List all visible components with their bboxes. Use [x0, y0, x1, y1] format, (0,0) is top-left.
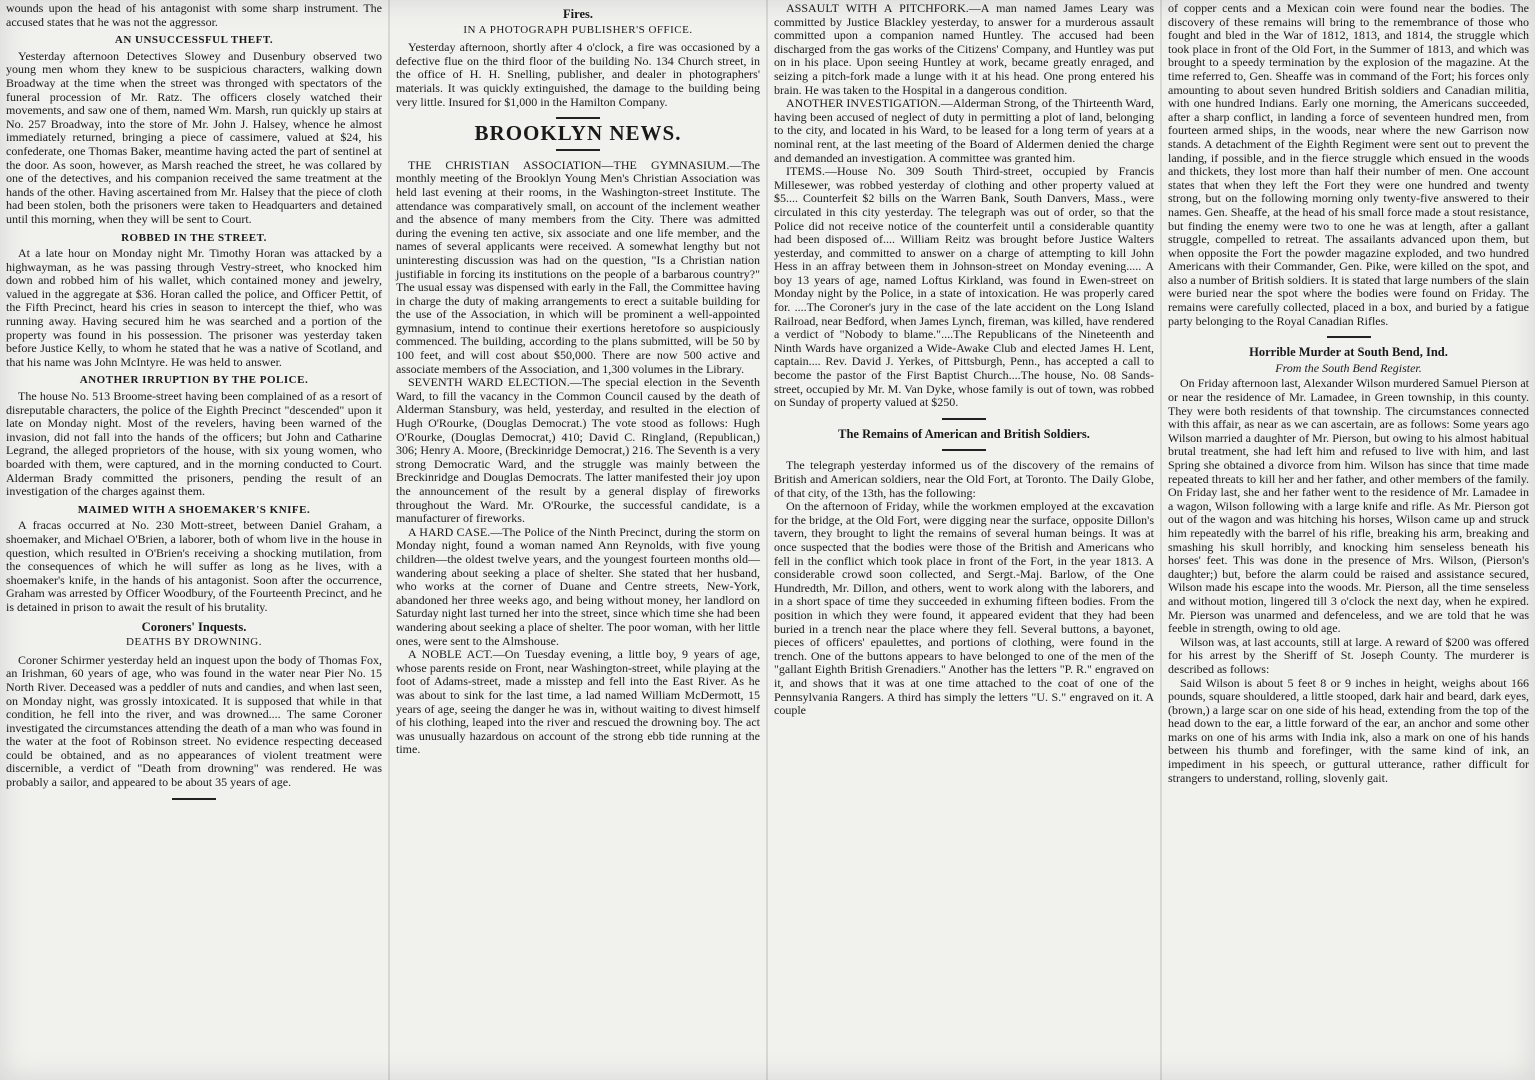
column-3 [768, 0, 1160, 1080]
section-heading: The Remains of American and British Soldiers. [838, 426, 1090, 441]
column-1 [0, 0, 388, 1080]
section-heading: Horrible Murder at South Bend, Ind. [1249, 345, 1448, 360]
column-rule [942, 418, 986, 420]
article-heading: ROBBED IN THE STREET. [121, 231, 267, 244]
article-paragraph: A HARD CASE.—The Police of the Ninth Precinct, during the storm on Monday night, found a woman named Ann Reynolds, with five young children—the oldest twelve years, and the youngest fourteen months old—wandering about seeking a place of shelter. She stated that her husband, who works at the corner of Duane and Centre streets, New-York, abandoned her three weeks ago, and being without money, her landlord on Saturday night last turned her into the street, since which time she had been wandering about seeking a place of shelter. The poor woman, with her little ones, were sent to the Almshouse. [396, 524, 760, 648]
article-paragraph: Yesterday afternoon Detectives Slowey and Dusenbury observed two young men whom they knew to be suspicious characters, walking down Broadway at the time when the street was thronged with spectators of the funeral procession of Mr. Ratz. The officers closely watched their movements, and saw one of them, named Wm. Marsh, run quickly up stairs at No. 257 Broadway, into the store of Mr. John J. Halsey, whence he almost immediately returned, bringing a piece of cassimere, valued at $24, his confederate, one Thomas Baker, meantime having acted the part of sentinel at the door. As soon, however, as Marsh reached the street, he was collared by one of the detectives, and his companion received the same treatment at the hands of the other. Having ascertained from Mr. Halsey that the piece of cloth had been stolen, both the prisoners were taken to Headquarters and detained until this morning, when they will be sent to Court. [6, 48, 382, 226]
article-paragraph: of copper cents and a Mexican coin were found near the bodies. The discovery of these remains will bring to the remembrance of those who fought and bled in the War of 1812, 1813, and 1814, the struggle which took place in front of the Old Fort, in the Summer of 1813, and which was brought to a speedy termination by the explosion of the magazine. At the time referred to, Gen. Sheaffe was in command of the Fort; his forces only amounting to about seven hundred British soldiers and Canadian militia, with one hundred Indians. Early one morning, the Americans succeeded, after a sharp conflict, in landing a force of seventeen hundred men, from fourteen armed ships, in the woods, near where the new Garrison now stands. A detachment of the Eighth Regiment were sent out to prevent the landing, if possible, and in the fierce struggle which ensued in the woods and thickets, they lost more than half their number of men. One account states that when they left the Fort they were one hundred and twenty strong, but on the following morning only twenty-five answered to their names. Gen. Sheaffe, at the head of his small force made a stout resistance, but finding the enemy were two to one he was at length, after a gallant struggle, compelled to retreat. The assailants advanced upon them, but when opposite the Fort the powder magazine exploded, and two hundred Americans with their Commander, Gen. Pike, were killed on the spot, and also a number of British soldiers. It is stated that large numbers of the slain were buried near the spot where the bodies were found on Friday. The remains were carefully collected, placed in a box, and buried by a fatigue party belonging to the Royal Canadian Rifles. [1168, 1, 1529, 328]
column-rule [556, 117, 600, 119]
article-paragraph: Said Wilson is about 5 feet 8 or 9 inches in height, weighs about 166 pounds, square shouldered, a little stooped, dark hair and beard, dark eyes, (brown,) a large scar on one side of his head, extending from the top of the head down to the ear, a little forward of the ear, an anchor and some other marks on one of his arms with India ink, also a mark on one of his hands between his thumb and forefinger, with the same kind of ink, an impediment in his speech, or guttural utterance, rather difficult for strangers to understand, rolling, slovenly gait. [1168, 675, 1529, 785]
column-rule [172, 798, 216, 800]
column-2 [390, 0, 766, 1080]
section-source: From the South Bend Register. [1275, 360, 1422, 375]
article-heading: MAIMED WITH A SHOEMAKER'S KNIFE. [77, 503, 311, 516]
article-paragraph: A fracas occurred at No. 230 Mott-street, between Daniel Graham, a shoemaker, and Michael O'Brien, a laborer, both of whom live in the house in question, which resulted in O'Brien's receiving a shocking mutilation, from the consequences of which he will suffer as long as he lives, with a shoemaker's knife, in the hands of his antagonist. Soon after the occurrence, Graham was arrested by Officer Woodbury, of the Fourteenth Precinct, and he is detained in prison to await the result of his brutality. [6, 518, 382, 614]
article-paragraph: THE CHRISTIAN ASSOCIATION—THE GYMNASIUM.—The monthly meeting of the Brooklyn Young Men's Christian Association was held last evening at their rooms, in the Washington-street Institute. The attendance was comparatively small, on account of the inclement weather and the absence of many members from the City. There was admitted during the evening ten active, six associate and one life member, and the names of several applicants were received. A somewhat lengthy but not uninteresting discussion was had on the question, "Is a Christian nation justifiable in forcing its institutions on the people of a barbarous country?" The usual essay was dispensed with early in the Fall, the Committee having in charge the duty of making arrangements to erect a suitable building for the use of the Association, in which will be prominent a well-appointed gymnasium, intend to continue their exertions heretofore so auspiciously commenced. The building, according to the plans submitted, will be 50 by 100 feet, and will cost about $50,000. There are now 500 active and associate members of the Association, and 1,300 volumes in the Library. [396, 157, 760, 376]
section-masthead: BROOKLYN NEWS. [474, 121, 682, 146]
section-subheading: DEATHS BY DROWNING. [126, 636, 262, 649]
article-paragraph: wounds upon the head of his antagonist with some sharp instrument. The accused states that he was not the aggressor. [6, 1, 382, 29]
article-paragraph: Yesterday afternoon, shortly after 4 o'clock, a fire was occasioned by a defective flue on the third floor of the building No. 134 Church street, in the office of H. H. Snelling, publisher, and dealer in photographers' materials. It was quickly extinguished, the damage to the building being very little. Insured for $1,000 in the Hamilton Company. [396, 40, 760, 109]
section-heading: Fires. [563, 7, 593, 21]
article-paragraph: On the afternoon of Friday, while the workmen employed at the excavation for the bridge, at the Old Fort, were digging near the surface, opposite Dillon's tavern, they brought to light the remains of several human beings. It was at once suspected that the bodies were those of the British and Americans who fell in the conflict which took place in front of the Fort, in the year 1813. A considerable crowd soon collected, and Sergt.-Maj. Barlow, of the One Hundredth, Mr. Dillon, and others, went to work along with the laborers, and in a short space of time they succeeded in exhuming fifteen bodies. From the position in which they were found, it appeared evident that they had been buried in a trench near the place where they fell. Several buttons, a bayonet, pieces of officers' epaulettes, and portions of clothing, were found in the trench. One of the buttons appears to have belonged to one of the men of the "gallant Eighth British Grenadiers." Another has the letters "P. R." engraved on it, and shows that it was at one time attached to the coat of one of the Pennsylvania Rangers. A third has simply the letters "U. S." engraved on it. A couple [774, 499, 1154, 718]
article-paragraph: On Friday afternoon last, Alexander Wilson murdered Samuel Pierson at or near the residence of Mr. Lamadee, in Green township, in this county. They were both residents of that township. The circumstances connected with this affair, as near as we can ascertain, are as follows: Some years ago Wilson married a daughter of Mr. Pierson, but owing to his almost habitual brutal treatment, she had left him and refused to live with him, and last Spring she obtained a divorce from him. Wilson has since that time made repeated threats to kill her and her father, and other members of the family. On Friday last, she and her father went to the residence of Mr. Lamadee in a wagon, Wilson following with a large knife and rifle. As Mr. Pierson got out of the wagon and was hitching his horses, Wilson came up and struck him repeatedly with the barrel of his rifle, breaking his arm, breaking and smashing his skull horribly, and knocking him senseless beneath his horses' feet. This was done in the presence of Mrs. Wilson, (Pierson's daughter;) but, before the alarm could be raised and assistance secured, Wilson made his escape into the woods. Mr. Pierson, all the time senseless and without motion, lingered till 3 o'clock the next day, when he expired. Mr. Pierson was unarmed and defenceless, and we are told that he was feeble in strength, owing to old age. [1168, 376, 1529, 636]
article-heading: ANOTHER IRRUPTION BY THE POLICE. [79, 374, 309, 387]
section-subheading: IN A PHOTOGRAPH PUBLISHER'S OFFICE. [463, 23, 693, 36]
article-paragraph: SEVENTH WARD ELECTION.—The special election in the Seventh Ward, to fill the vacancy in the Common Council caused by the death of Alderman Stansbury, was held, yesterday, and resulted in the election of Hugh O'Rourke, (Douglas Democrat.) The vote stood as follows: Hugh O'Rourke, (Douglas Democrat,) 410; David C. Ringland, (Republican,) 306; Henry A. Moore, (Breckinridge Democrat,) 216. The Seventh is a very strong Democratic Ward, and the struggle was mainly between the Breckinridge and Douglas Democrats. The latter manifested their joy upon the announcement of the result by a general display of fireworks throughout the Ward. Mr. O'Rourke, the successful candidate, is a manufacturer of fireworks. [396, 375, 761, 526]
article-paragraph: ITEMS.—House No. 309 South Third-street, occupied by Francis Millesewer, was robbed yesterday of clothing and other property valued at $5.... Counterfeit $2 bills on the Warren Bank, South Danvers, Mass., were circulated in this city yesterday. The telegraph was out of order, so that the Police did not receive notice of the counterfeit until a considerable quantity had been disposed of.... William Reitz was brought before Justice Walters yesterday, and committed to answer on a charge of attempting to kill John Hess in an affray between them in Johnson-street on Monday evening..... A boy 13 years of age, named Loftus Kirkland, was found in Ewen-street on Monday night by the Police, in a state of intoxication. He was properly cared for. ....The Coroner's jury in the case of the late accident on the Long Island Railroad, near Bedford, when James Lynch, fireman, was killed, have rendered a verdict of "Nobody to blame."....The Republicans of the Nineteenth and Ninth Wards have organized a Wide-Awake Club and elected James H. Lent, captain.... Rev. David J. Yerkes, of Pittsburgh, Penn., has accepted a call to become the pastor of the First Baptist Church....The house, No. 08 Sands-street, occupied by Mr. M. Van Dyke, whose family is out of town, was robbed on Sunday of property valued at $250. [774, 164, 1154, 410]
article-paragraph: ANOTHER INVESTIGATION.—Alderman Strong, of the Thirteenth Ward, having been accused of neglect of duty in permitting a plot of land, belonging to the city, and located in his Ward, to be leased for a long term of years at a nominal rent, at the last meeting of the Board of Aldermen denied the charge and demanded an investigation. A committee was granted him. [774, 96, 1154, 165]
column-4 [1162, 0, 1535, 1080]
column-rule [1327, 336, 1371, 338]
column-rule [556, 149, 600, 151]
article-paragraph: The telegraph yesterday informed us of the discovery of the remains of British and American soldiers, near the Old Fort, at Toronto. The Daily Globe, of that city, of the 13th, has the following: [774, 458, 1154, 500]
article-paragraph: The house No. 513 Broome-street having been complained of as a resort of disreputable characters, the police of the Eighth Precinct "descended" upon it late on Monday night. Most of the revelers, having been warned of the invasion, did not fall into the hands of the officers; but John and Catharine Legrand, the alleged proprietors of the house, with six young women, who boarded with them, were captured, and in the morning conducted to Court. Alderman Brady committed the prisoners, pending the result of an investigation of the charges against them. [6, 389, 382, 499]
article-paragraph: Wilson was, at last accounts, still at large. A reward of $200 was offered for his arrest by the Sheriff of St. Joseph County. The murderer is described as follows: [1168, 634, 1529, 676]
article-paragraph: A NOBLE ACT.—On Tuesday evening, a little boy, 9 years of age, whose parents reside on Front, near Washington-street, while playing at the foot of Adams-street, made a misstep and fell into the East River. As he was about to sink for the last time, a lad named William McDermott, 15 years of age, seeing the danger he was in, without waiting to divest himself of his clothing, leaped into the river and rescued the drowning boy. The act was unusually hazardous on account of the strong ebb tide running at the time. [396, 647, 760, 757]
article-paragraph: At a late hour on Monday night Mr. Timothy Horan was attacked by a highwayman, as he was passing through Vestry-street, who knocked him down and robbed him of his wallet, which contained money and jewelry, valued in the aggregate at $36. Horan called the police, and Officer Pettit, of the Fifth Precinct, heard his cries in season to intercept the thief, who was running away. Having secured him he was searched and a portion of the property was found in his possession. The prisoner was yesterday taken before Justice Kelly, to whom he stated that he was a native of Scotland, and that his name was John McIntyre. He was held to answer. [6, 246, 382, 369]
article-paragraph: Coroner Schirmer yesterday held an inquest upon the body of Thomas Fox, an Irishman, 60 years of age, who was found in the water near Pier No. 15 North River. Deceased was a peddler of nuts and candies, and when last seen, on Monday night, was grossly intoxicated. It is supposed that while in that condition, he fell into the river, and was drowned.... The same Coroner investigated the circumstances attending the death of a man who was found in the water at the foot of Robinson street. No evidence respecting deceased could be obtained, and as no appearances of violent treatment were discernible, a verdict of "Death from drowning" was rendered. He was probably a sailor, and appeared to be about 35 years of age. [6, 652, 382, 790]
article-paragraph: ASSAULT WITH A PITCHFORK.—A man named James Leary was committed by Justice Blackley yesterday, to answer for a murderous assault committed upon a companion named Huntley. The accused had been discharged from the gas works of the Citizens' Company, and Huntley was put on in his place. Upon seeing Huntley at work, became greatly enraged, and seizing a pitch-fork made a lunge with it at his head. One prong entered his brain. He was taken to the Hospital in a dangerous condition. [774, 1, 1154, 97]
column-rule [942, 449, 986, 451]
section-heading: Coroners' Inquests. [141, 619, 247, 634]
article-heading: AN UNSUCCESSFUL THEFT. [114, 34, 274, 47]
